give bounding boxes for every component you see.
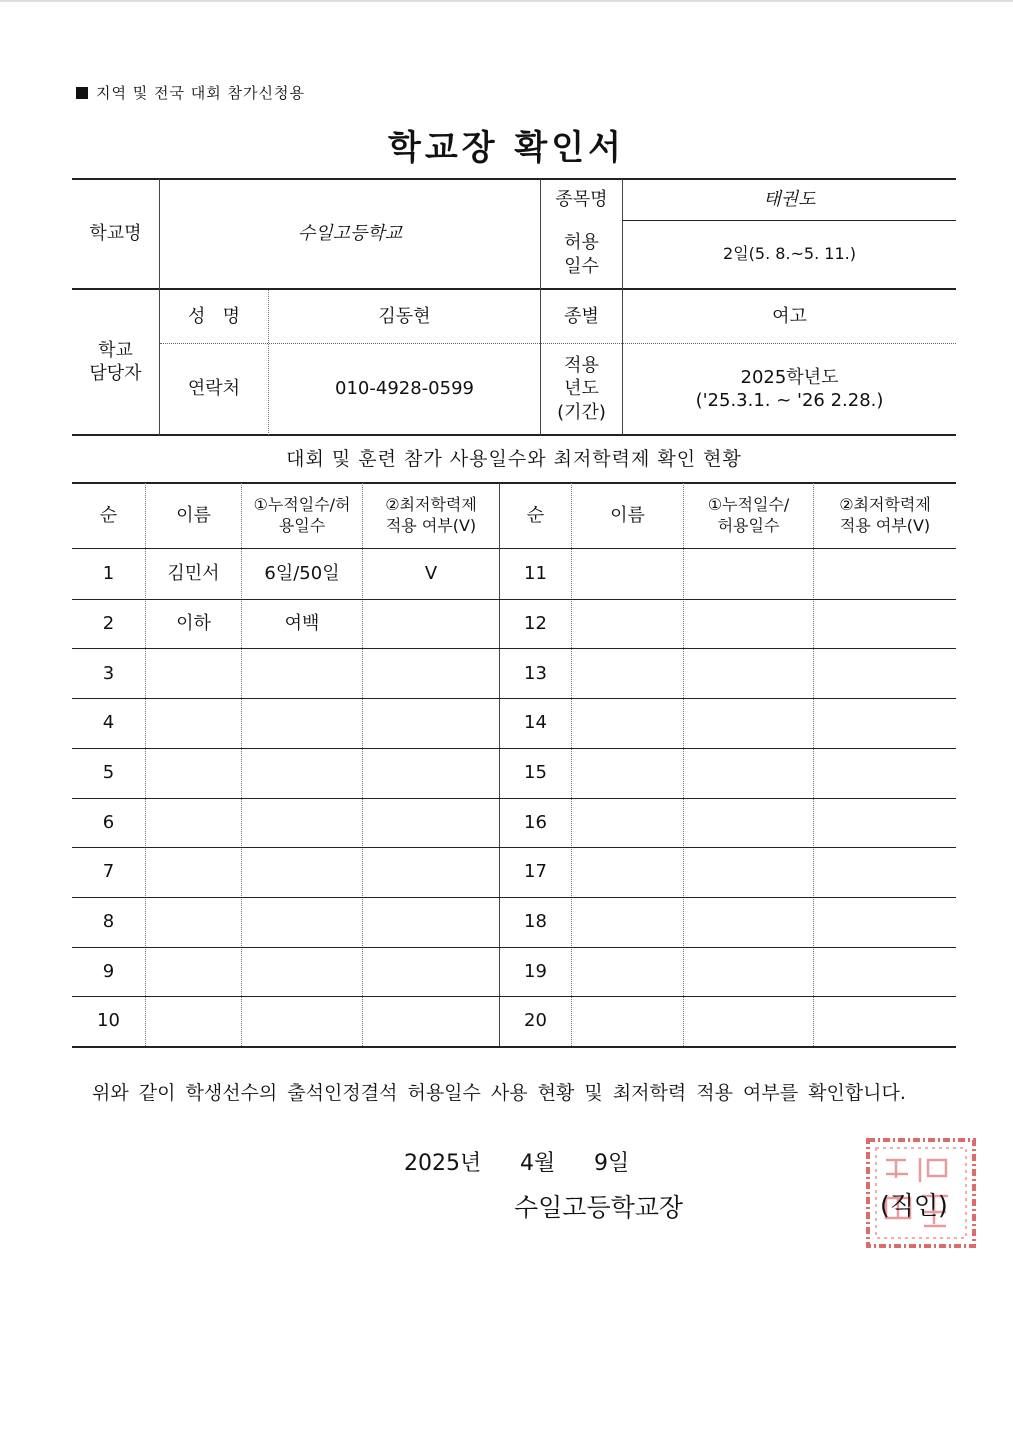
left-name-cell [146,798,241,848]
right-min-cell [814,947,956,997]
date-year: 2025년 [404,1151,482,1176]
right-min-cell [814,798,956,848]
left-min-cell [363,648,499,698]
left-min-cell [363,798,499,848]
left-min-cell [363,897,499,947]
date-day: 9일 [594,1151,630,1176]
right-no-cell: 15 [524,761,547,783]
allow-days-label-2: 일수 [564,255,599,277]
manager-label-1: 학교 [98,339,133,361]
right-name-cell [572,847,683,897]
header-min-left-1: ②최저학력제 [385,494,477,514]
date-month: 4월 [520,1151,556,1176]
right-no-cell: 12 [524,612,547,634]
left-days-cell [242,996,362,1046]
gender-label: 종별 [564,305,599,327]
right-name-cell [572,748,683,798]
year-value-1: 2025학년도 [740,366,839,388]
left-min-cell [363,847,499,897]
right-no-cell: 20 [524,1010,547,1032]
left-name-cell [146,847,241,897]
left-min-cell [363,698,499,748]
header-no-right: 순 [526,504,545,526]
left-no-cell: 10 [97,1010,120,1032]
left-name-cell [146,648,241,698]
left-days-cell: 여백 [284,612,320,634]
left-name-cell: 이하 [176,612,211,634]
header-no-left: 순 [99,504,118,526]
left-no-cell: 1 [102,563,115,585]
header-days-left-1: ①누적일수/허 [253,494,351,514]
year-label-3: (기간) [557,401,606,423]
right-name-cell [572,798,683,848]
left-name-cell [146,897,241,947]
rule [72,434,956,436]
page-top-edge [0,0,1013,2]
header-note [76,82,305,103]
right-name-cell [572,698,683,748]
right-days-cell [684,798,813,848]
right-no-cell: 19 [524,960,547,982]
header-days-right [684,483,813,548]
header-min-right-2: 적용 여부(V) [839,515,931,535]
left-no-cell: 9 [102,960,115,982]
header-min-left-2: 적용 여부(V) [385,515,477,535]
left-no-cell: 2 [102,612,115,634]
year-label-1: 적용 [564,354,599,376]
right-name-cell [572,996,683,1046]
year-value [623,344,956,434]
allow-days-label [541,221,622,288]
left-no-cell: 7 [102,861,115,883]
year-value-2: ('25.3.1. ~ '26 2.28.) [695,390,884,411]
rule [72,1046,956,1048]
left-min-cell [363,748,499,798]
header-note-text: 지역 및 전국 대회 참가신청용 [96,84,305,102]
right-min-cell [814,698,956,748]
right-min-cell [814,847,956,897]
right-min-cell [814,648,956,698]
document-title: 학교장 확인서 [388,128,625,168]
year-label-2: 년도 [564,378,599,400]
right-name-cell [572,549,683,599]
right-no-cell: 13 [524,662,547,684]
contact-label: 연락처 [187,378,241,400]
allow-days-label-1: 허용 [564,232,599,254]
sport-value: 태권도 [763,189,816,211]
square-bullet-icon [76,87,88,99]
right-no-cell: 14 [524,712,547,734]
left-no-cell: 6 [102,811,115,833]
gender-value: 여고 [772,305,807,327]
manager-label [72,290,159,434]
right-days-cell [684,648,813,698]
right-days-cell [684,748,813,798]
right-no-cell: 17 [524,861,547,883]
right-days-cell [684,698,813,748]
right-days-cell [684,599,813,649]
left-min-cell [363,599,499,649]
left-min-cell: V [424,563,438,585]
left-days-cell: 6일/50일 [264,563,340,585]
right-days-cell [684,847,813,897]
name-label: 성 명 [188,305,240,327]
header-name-right: 이름 [610,504,645,526]
school-value: 수일고등학교 [297,223,403,245]
header-min-left [363,483,499,548]
confirmation-statement: 위와 같이 학생선수의 출석인정결석 허용일수 사용 현황 및 최저학력 적용 여부를 확인합니다. [92,1082,906,1104]
left-no-cell: 5 [102,761,115,783]
left-no-cell: 4 [102,712,115,734]
right-min-cell [814,748,956,798]
right-days-cell [684,549,813,599]
left-days-cell [242,847,362,897]
right-days-cell [684,996,813,1046]
left-min-cell [363,947,499,997]
header-name-left: 이름 [176,504,211,526]
left-days-cell [242,897,362,947]
right-min-cell [814,996,956,1046]
left-no-cell: 3 [102,662,115,684]
principal-signature: 수일고등학교장 [514,1193,684,1222]
sport-label: 종목명 [555,189,608,211]
left-days-cell [242,748,362,798]
seal-label: (직인) [880,1191,948,1220]
left-min-cell [363,996,499,1046]
right-no-cell: 18 [524,911,547,933]
left-name-cell [146,996,241,1046]
header-days-left-2: 용일수 [278,515,326,535]
header-min-right [814,483,956,548]
section-title: 대회 및 훈련 참가 사용일수와 최저학력제 확인 현황 [286,448,742,470]
left-days-cell [242,698,362,748]
left-days-cell [242,648,362,698]
right-name-cell [572,897,683,947]
school-label: 학교명 [89,223,142,245]
year-label [541,344,622,434]
right-name-cell [572,947,683,997]
right-min-cell [814,599,956,649]
left-name-cell [146,947,241,997]
left-days-cell [242,798,362,848]
header-days-right-2: 허용일수 [717,515,780,535]
left-name-cell [146,748,241,798]
right-min-cell [814,897,956,947]
right-no-cell: 11 [524,563,547,585]
header-days-left [242,483,362,548]
name-value: 김동현 [378,305,431,327]
contact-value: 010-4928-0599 [335,378,474,400]
left-no-cell: 8 [102,911,115,933]
header-days-right-1: ①누적일수/ [707,494,790,514]
right-min-cell [814,549,956,599]
header-min-right-1: ②최저학력제 [839,494,931,514]
left-days-cell [242,947,362,997]
right-days-cell [684,897,813,947]
right-name-cell [572,648,683,698]
right-name-cell [572,599,683,649]
right-no-cell: 16 [524,811,547,833]
left-name-cell: 김민서 [167,563,220,585]
manager-label-2: 담당자 [89,363,142,384]
right-days-cell [684,947,813,997]
allow-days-value: 2일(5. 8.~5. 11.) [723,244,856,264]
left-name-cell [146,698,241,748]
